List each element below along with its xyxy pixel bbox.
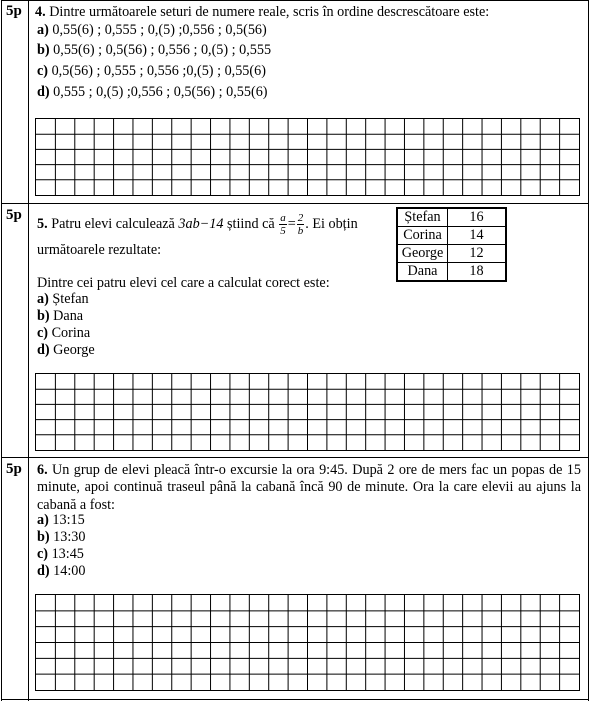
q4-option-b-letter: b) bbox=[37, 42, 50, 58]
student-result: 14 bbox=[448, 227, 507, 245]
q6-option-c-text: 13:45 bbox=[51, 546, 84, 562]
results-row bbox=[397, 227, 506, 245]
q5-prompt-mid: știind că bbox=[227, 216, 275, 232]
student-name: George bbox=[397, 245, 448, 263]
grid-lines bbox=[36, 374, 579, 450]
q6-option-c-letter: c) bbox=[37, 546, 49, 562]
q4-option-d-text: 0,555 ; 0,(5) ;0,556 ; 0,5(56) ; 0,55(6) bbox=[53, 84, 268, 100]
grid-lines bbox=[36, 119, 579, 195]
q5-points: 5p bbox=[6, 207, 22, 223]
results-row bbox=[397, 263, 506, 282]
top-border bbox=[2, 0, 588, 1]
q6-option-d-letter: d) bbox=[37, 563, 50, 579]
q5-option-d[interactable] bbox=[37, 342, 95, 359]
q4-number: 4. bbox=[35, 4, 46, 20]
q4-option-a-text: 0,55(6) ; 0,555 ; 0,(5) ;0,556 ; 0,5(56) bbox=[52, 22, 267, 38]
q5-option-d-text: George bbox=[53, 342, 95, 358]
q4-answer-grid[interactable] bbox=[35, 118, 580, 196]
divider-q4-q5 bbox=[2, 203, 588, 204]
q6-option-a-letter: a) bbox=[37, 512, 49, 528]
divider-q5-q6 bbox=[2, 457, 588, 458]
q5-question: Dintre cei patru elevi cel care a calculat corect este: bbox=[37, 275, 330, 291]
q5-option-b-text: Dana bbox=[53, 308, 84, 324]
q5-results-table bbox=[396, 207, 507, 282]
student-result: 12 bbox=[448, 245, 507, 263]
student-result: 16 bbox=[448, 208, 507, 227]
q5-equals: = bbox=[287, 216, 296, 232]
q6-option-b[interactable] bbox=[37, 529, 86, 546]
student-result: 18 bbox=[448, 263, 507, 282]
q4-option-c-text: 0,5(56) ; 0,555 ; 0,556 ;0,(5) ; 0,55(6) bbox=[51, 63, 266, 79]
q5-prompt bbox=[37, 210, 358, 238]
q6-option-b-text: 13:30 bbox=[53, 529, 86, 545]
q5-option-a-letter: a) bbox=[37, 291, 49, 307]
q6-points: 5p bbox=[6, 461, 22, 477]
q6-answer-grid[interactable] bbox=[35, 594, 580, 691]
q4-points: 5p bbox=[6, 3, 22, 19]
q6-prompt bbox=[37, 462, 581, 514]
q5-option-c-letter: c) bbox=[37, 325, 49, 341]
q5-option-b[interactable] bbox=[37, 308, 83, 325]
q4-option-b-text: 0,55(6) ; 0,5(56) ; 0,556 ; 0,(5) ; 0,555 bbox=[53, 42, 272, 58]
q5-prompt-pre: Patru elevi calculează bbox=[51, 216, 175, 232]
q5-option-b-letter: b) bbox=[37, 308, 50, 324]
q4-option-d[interactable] bbox=[37, 84, 268, 101]
q5-answer-grid[interactable] bbox=[35, 373, 580, 451]
q5-fraction-2-over-b: $\frac{2}{b}$ bbox=[297, 212, 304, 238]
q4-prompt-text: Dintre următoarele seturi de numere reale, scris în ordine descrescătoare este: bbox=[49, 4, 490, 20]
q4-option-a[interactable] bbox=[37, 22, 267, 39]
student-name: Dana bbox=[397, 263, 448, 282]
bottom-border bbox=[2, 699, 588, 700]
q6-option-b-letter: b) bbox=[37, 529, 50, 545]
q4-option-c-letter: c) bbox=[37, 63, 49, 79]
results-row bbox=[397, 245, 506, 263]
grid-lines bbox=[36, 595, 579, 690]
q5-prompt-post: . Ei obțin bbox=[305, 216, 358, 232]
q5-expression: 3ab−14 bbox=[178, 216, 224, 232]
q5-prompt-line2: următoarele rezultate: bbox=[37, 242, 162, 258]
q6-option-d-text: 14:00 bbox=[53, 563, 86, 579]
q4-prompt bbox=[35, 4, 489, 21]
q4-option-b[interactable] bbox=[37, 42, 271, 59]
q5-option-a-text: Ștefan bbox=[52, 291, 89, 307]
q4-option-d-letter: d) bbox=[37, 84, 50, 100]
student-name: Ștefan bbox=[397, 208, 448, 227]
q5-option-c-text: Corina bbox=[51, 325, 91, 341]
q6-prompt-text: Un grup de elevi pleacă într-o excursie la ora 9:45. După 2 ore de mers fac un popas de 15 minute, apoi continuă traseul până la cabană încă 90 de minute. Ora la care elevii au ajuns la cabană a fost: bbox=[37, 462, 581, 513]
q5-option-d-letter: d) bbox=[37, 342, 50, 358]
q4-option-c[interactable] bbox=[37, 63, 266, 80]
q5-number: 5. bbox=[37, 216, 48, 232]
q5-option-a[interactable] bbox=[37, 291, 89, 308]
q6-option-d[interactable] bbox=[37, 563, 86, 580]
q5-fraction-a-over-5: $\frac{a}{5}$ bbox=[280, 212, 286, 238]
q6-option-a[interactable] bbox=[37, 512, 85, 529]
points-column-divider bbox=[28, 0, 29, 701]
results-row bbox=[397, 208, 506, 227]
exam-sheet bbox=[1, 0, 589, 701]
q5-option-c[interactable] bbox=[37, 325, 90, 342]
q6-option-a-text: 13:15 bbox=[52, 512, 85, 528]
q4-option-a-letter: a) bbox=[37, 22, 49, 38]
q6-number: 6. bbox=[37, 462, 48, 478]
student-name: Corina bbox=[397, 227, 448, 245]
q6-option-c[interactable] bbox=[37, 546, 84, 563]
